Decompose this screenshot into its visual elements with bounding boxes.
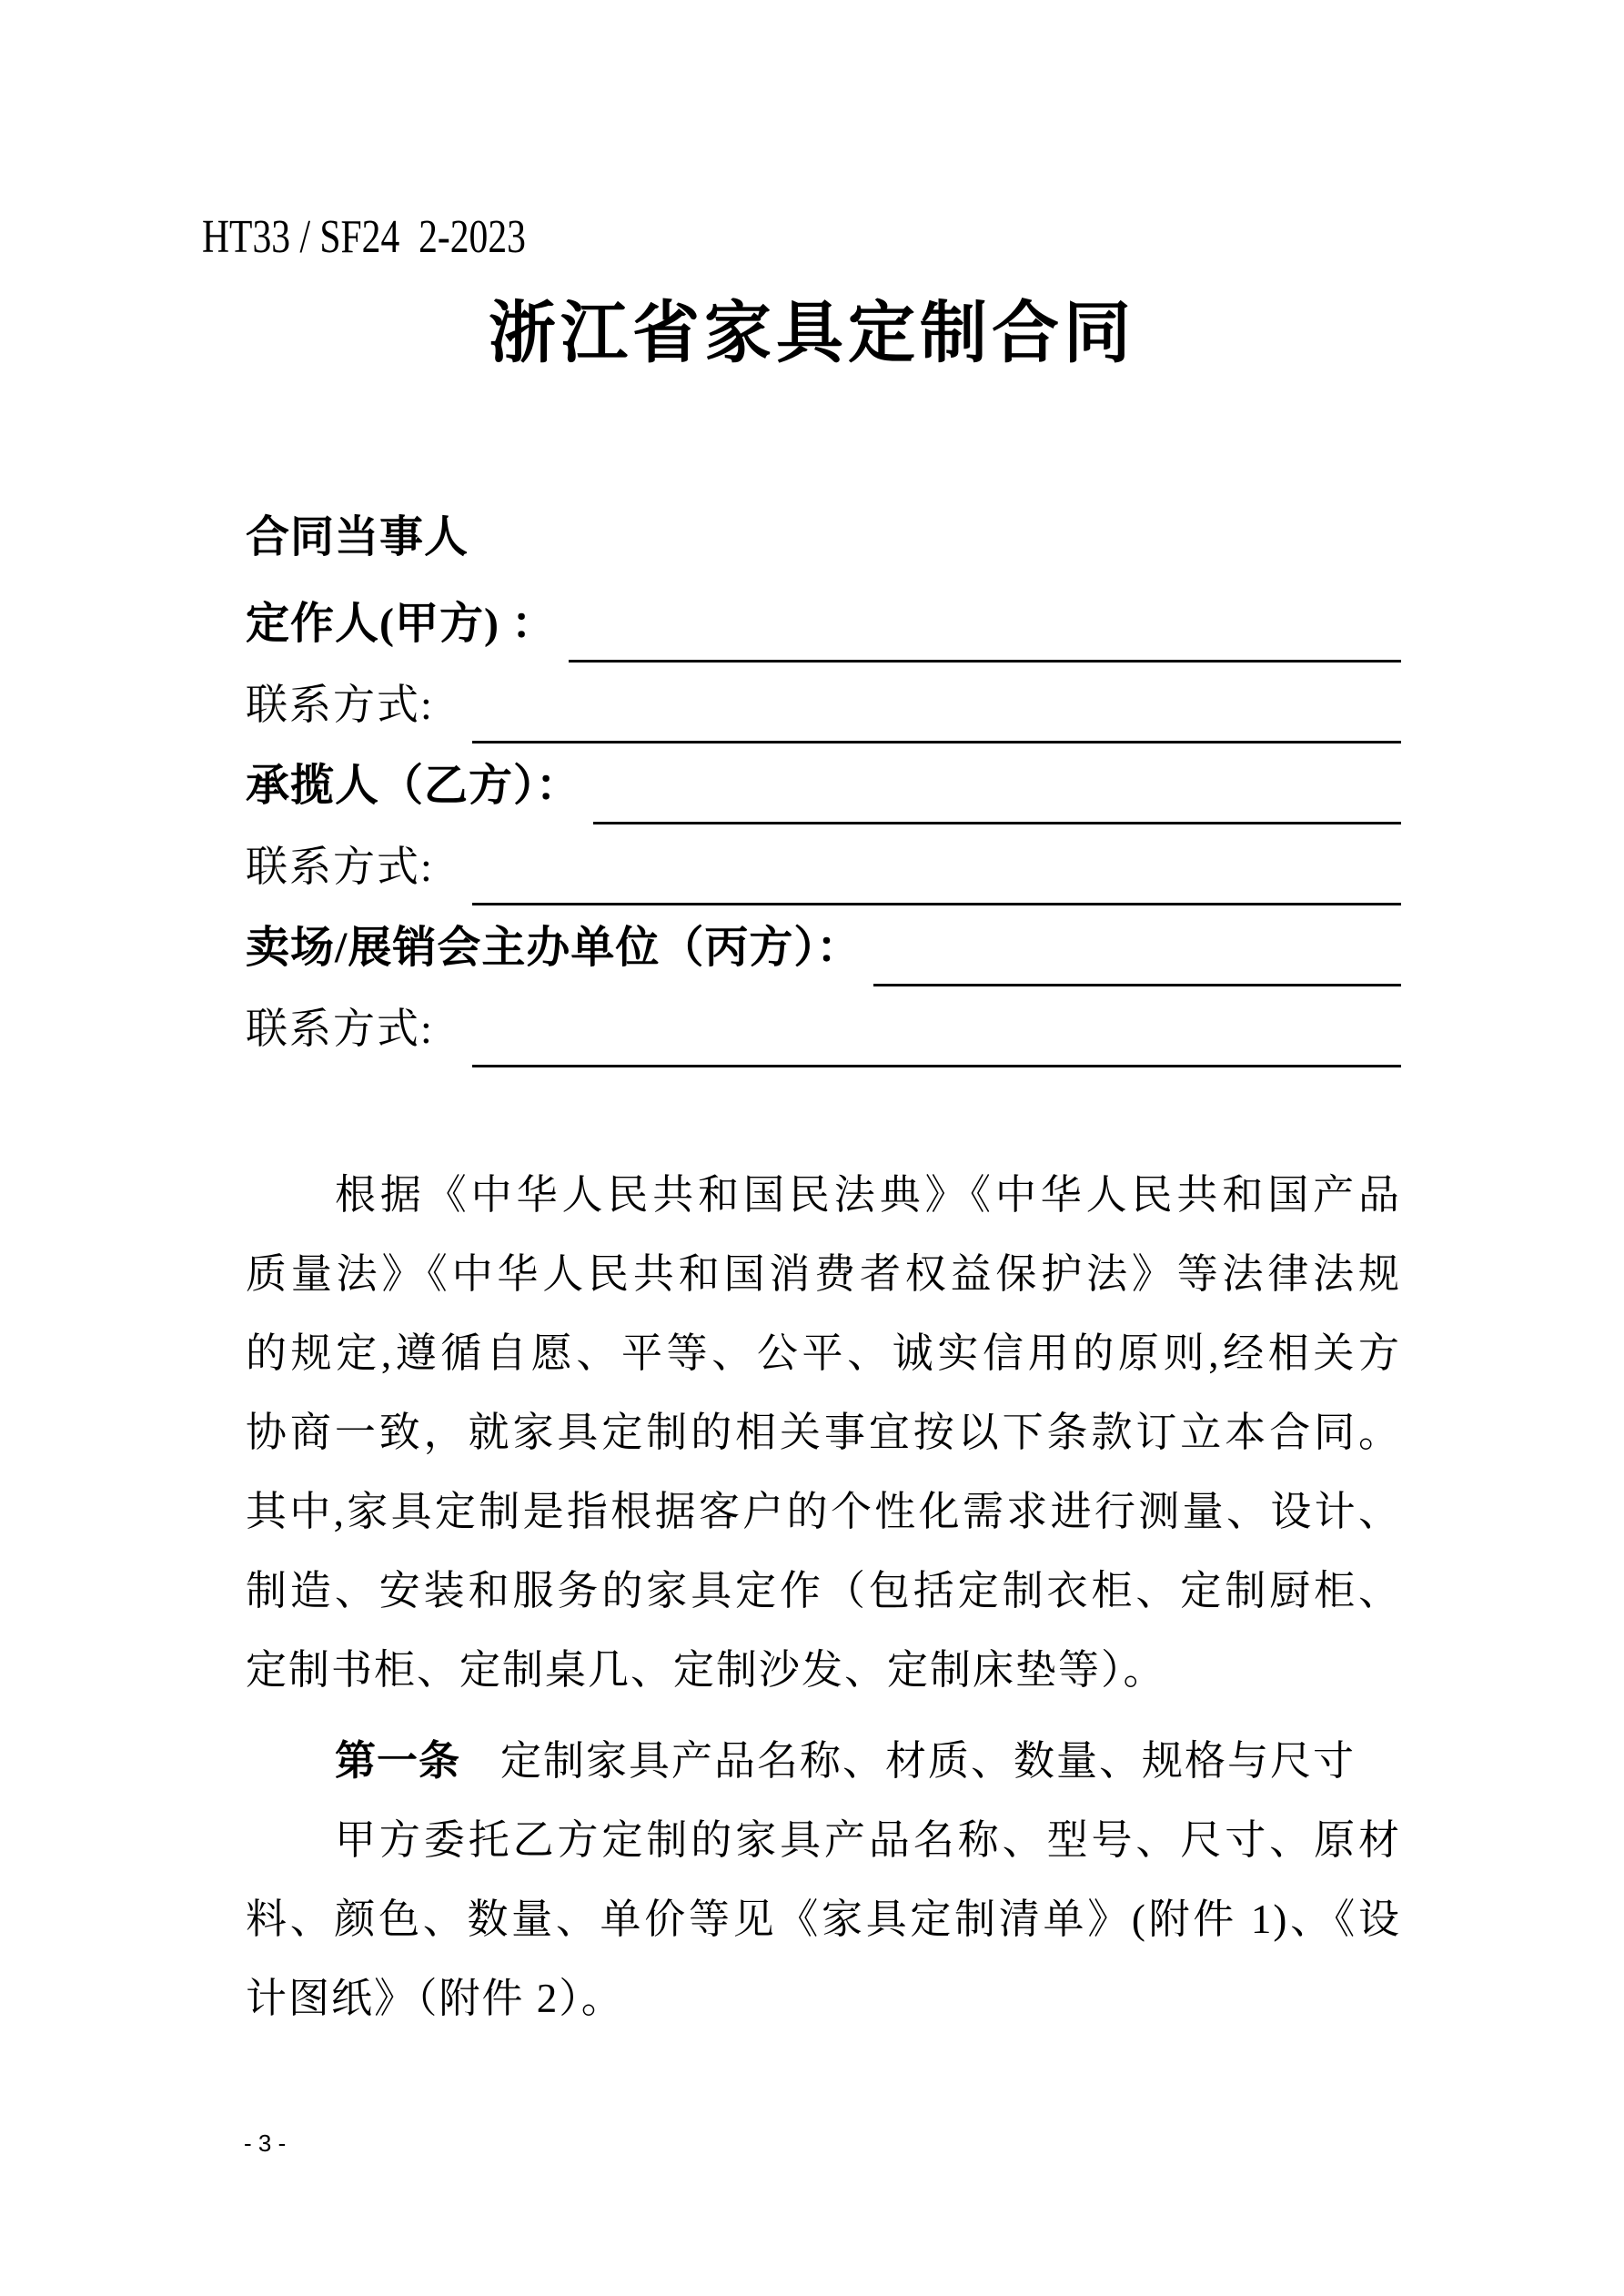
contract-body bbox=[246, 1156, 1401, 2038]
party-row-contact-b bbox=[246, 826, 1401, 907]
body-line: 根据《中华人民共和国民法典》《中华人民共和国产品 bbox=[335, 1172, 1401, 1218]
page-number: - 3 - bbox=[244, 2129, 287, 2157]
body-line: 其中,家具定制是指根据客户的个性化需求进行测量、设计、 bbox=[246, 1489, 1401, 1534]
article-title: 定制家具产品名称、材质、数量、规格与尺寸 bbox=[500, 1738, 1357, 1784]
party-label: 联系方式: bbox=[246, 1006, 434, 1052]
article-number: 第一条 bbox=[335, 1737, 461, 1784]
body-line: 定制书柜、定制桌几、定制沙发、定制床垫等）。 bbox=[246, 1647, 1166, 1693]
blank-fill-line bbox=[593, 745, 1401, 824]
document-code: HT33 / SF24 2-2023 bbox=[202, 211, 526, 263]
party-row-ordering-party bbox=[246, 583, 1401, 664]
blank-fill-line bbox=[472, 826, 1401, 905]
party-row-organizer bbox=[246, 907, 1401, 988]
blank-fill-line bbox=[472, 664, 1401, 743]
body-line: 质量法》《中华人民共和国消费者权益保护法》等法律法规 bbox=[246, 1251, 1401, 1297]
body-line: 计图纸》（附件 2）。 bbox=[246, 1976, 624, 2021]
body-line: 协商一致，就家具定制的相关事宜按以下条款订立本合同。 bbox=[246, 1410, 1401, 1455]
party-label: 联系方式: bbox=[246, 682, 434, 728]
page-title: 浙江省家具定制合同 bbox=[489, 295, 1135, 370]
body-line: 的规定,遵循自愿、平等、公平、诚实信用的原则,经相关方 bbox=[246, 1330, 1401, 1376]
article-1-heading bbox=[246, 1721, 1401, 1801]
party-row-contact-c bbox=[246, 988, 1401, 1069]
party-label: 定作人(甲方) ： bbox=[246, 600, 556, 648]
blank-fill-line bbox=[472, 988, 1401, 1067]
body-line: 制造、安装和服务的家具定作（包括定制衣柜、定制厨柜、 bbox=[246, 1568, 1401, 1613]
parties-section bbox=[246, 583, 1401, 1069]
blank-fill-line bbox=[873, 907, 1401, 986]
party-row-contact-a bbox=[246, 664, 1401, 745]
party-label: 联系方式: bbox=[246, 844, 434, 890]
parties-heading: 合同当事人 bbox=[246, 513, 469, 561]
body-line: 料、颜色、数量、单价等见《家具定制清单》(附件 1)、《设 bbox=[246, 1896, 1401, 1942]
party-row-contractor bbox=[246, 745, 1401, 826]
party-label: 卖场/展销会主办单位（丙方）： bbox=[246, 924, 862, 972]
party-label: 承揽人（乙方）： bbox=[246, 762, 581, 810]
blank-fill-line bbox=[569, 583, 1401, 663]
body-line: 甲方委托乙方定制的家具产品名称、型号、尺寸、原材 bbox=[335, 1817, 1401, 1863]
